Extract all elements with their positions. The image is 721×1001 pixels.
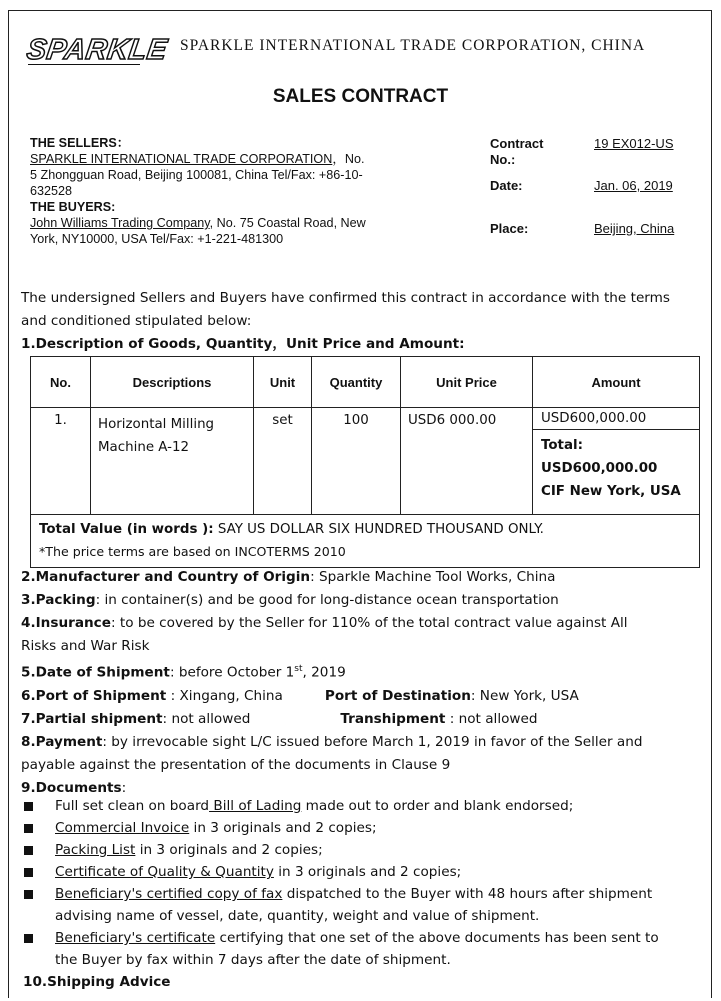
total-block — [533, 430, 699, 507]
clause-5-year: , 2019 — [302, 664, 346, 681]
doc-name: Beneficiary's certificate — [55, 930, 216, 946]
clause-4-cont: Risks and War Risk — [21, 638, 150, 654]
list-item — [21, 817, 701, 839]
total-words-cell — [31, 515, 700, 568]
list-item — [21, 927, 701, 971]
doc-line2: the Buyer by fax within 7 days after the date of shipment. — [55, 952, 451, 968]
bullet-icon — [24, 802, 33, 811]
clause-2 — [21, 566, 701, 589]
doc-post: dispatched to the Buyer with 48 hours after shipment — [282, 886, 653, 902]
doc-name: Bill of Lading — [209, 798, 302, 814]
total-words-line — [39, 519, 691, 541]
col-quantity: Quantity — [312, 357, 401, 408]
date-label: Date: — [490, 178, 523, 193]
document-title: SALES CONTRACT — [272, 86, 449, 107]
place-label: Place: — [490, 221, 529, 236]
total-words-value: SAY US DOLLAR SIX HUNDRED THOUSAND ONLY. — [213, 522, 544, 537]
clause-2-text: : Sparkle Machine Tool Works, China — [310, 569, 556, 585]
goods-table — [30, 356, 700, 568]
clause-6b-label: Port of Destination — [324, 687, 471, 704]
doc-name: Commercial Invoice — [55, 820, 190, 836]
list-item — [21, 861, 701, 883]
bullet-icon — [24, 934, 33, 943]
col-unit: Unit — [254, 357, 312, 408]
total-amount: USD600,000.00 — [541, 461, 658, 476]
row-no: 1. — [31, 408, 91, 515]
clause-8-label: 8.Payment — [21, 733, 103, 750]
sellers-address: 5 Zhongguan Road, Beijing 100081, China Tel/Fax: +86-10- — [30, 168, 363, 182]
clause-7 — [21, 708, 701, 731]
sellers-address-2: 632528 — [30, 184, 73, 198]
sellers-label: THE SELLERS： — [30, 136, 130, 150]
price-terms-note: *The price terms are based on INCOTERMS 2010 — [39, 544, 346, 559]
list-item — [21, 883, 701, 927]
clause-5-text: : before October 1 — [169, 664, 295, 681]
clause-5-label: 5.Date of Shipment — [21, 664, 170, 681]
list-item — [21, 839, 701, 861]
contract-no-label-2: No.: — [490, 152, 516, 167]
row-unit: set — [254, 408, 312, 515]
total-label: Total: — [541, 438, 583, 453]
col-unit-price: Unit Price — [401, 357, 533, 408]
total-terms: CIF New York, USA — [541, 484, 681, 499]
section-10-title: 10.Shipping Advice — [23, 974, 171, 990]
clause-8-text: : by irrevocable sight L/C issued before March 1, 2019 in favor of the Seller and — [102, 733, 643, 750]
clause-8 — [21, 731, 701, 754]
clause-9-label: 9.Documents — [21, 779, 122, 796]
date-value: Jan. 06, 2019 — [594, 178, 673, 193]
intro-line-2: and conditioned stipulated below: — [21, 313, 252, 329]
total-words-label: Total Value (in words ): — [39, 522, 214, 537]
sellers-name-line — [30, 151, 430, 167]
clause-4-text: : to be covered by the Seller for 110% of the total contract value against All — [110, 615, 628, 631]
place-value: Beijing, China — [594, 221, 675, 236]
col-no: No. — [31, 357, 91, 408]
doc-name: Certificate of Quality & Quantity — [55, 864, 274, 880]
sellers-name-suffix: ，No. — [332, 152, 365, 166]
row-amount-cell — [533, 408, 700, 515]
contract-no-label: Contract — [490, 136, 544, 151]
buyers-address-2: York, NY10000, USA Tel/Fax: +1-221-481300 — [30, 232, 284, 246]
row-description — [91, 408, 254, 515]
doc-name: Packing List — [55, 842, 136, 858]
clause-5-sup: st — [294, 664, 303, 674]
bullet-icon — [24, 824, 33, 833]
doc-post: in 3 originals and 2 copies; — [273, 864, 462, 880]
clause-8-cont: payable against the presentation of the documents in Clause 9 — [21, 756, 451, 773]
buyers-address: , No. 75 Coastal Road, New — [209, 216, 366, 230]
goods-table-header — [31, 357, 700, 408]
table-row — [31, 408, 700, 515]
intro-paragraph — [21, 287, 670, 356]
buyers-name: John Williams Trading Company — [30, 216, 210, 230]
clause-4-label: 4.Insurance — [21, 615, 111, 631]
row-description-2: Machine A-12 — [98, 440, 190, 455]
doc-line2: advising name of vessel, date, quantity, weight and value of shipment. — [55, 908, 540, 924]
clauses-block — [21, 566, 701, 800]
col-amount: Amount — [533, 357, 700, 408]
clause-2-label: 2.Manufacturer and Country of Origin — [21, 569, 311, 585]
clause-6-text: : Xingang, China — [166, 687, 283, 704]
clause-7-label: 7.Partial shipment — [21, 710, 163, 727]
row-amount: USD600,000.00 — [533, 408, 699, 430]
doc-post: in 3 originals and 2 copies; — [189, 820, 377, 836]
clause-6-label: 6.Port of Shipment — [21, 687, 167, 704]
bullet-icon — [24, 868, 33, 877]
corporation-header: SPARKLE INTERNATIONAL TRADE CORPORATION, CHINA — [180, 37, 646, 54]
total-words-row — [31, 515, 700, 568]
row-unit-price: USD6 000.00 — [401, 408, 533, 515]
clause-4 — [21, 612, 701, 635]
documents-list — [21, 795, 701, 993]
logo-underline — [28, 64, 140, 67]
parties-block — [30, 135, 430, 247]
doc-pre: Full set clean on board — [55, 798, 210, 814]
section-1-title: 1.Description of Goods, Quantity，Unit Price and Amount: — [21, 336, 465, 352]
clause-7-text: : not allowed — [162, 710, 251, 727]
row-quantity: 100 — [312, 408, 401, 515]
contract-no-value: 19 EX012-US — [594, 136, 674, 151]
sellers-name: SPARKLE INTERNATIONAL TRADE CORPORATION — [30, 152, 333, 166]
clause-3-text: : in container(s) and be good for long-distance ocean transportation — [95, 592, 559, 608]
clause-9-text: : — [121, 779, 127, 796]
clause-6 — [21, 685, 701, 708]
clause-3 — [21, 589, 701, 612]
doc-post: in 3 originals and 2 copies; — [135, 842, 323, 858]
sparkle-logo: SPARKLE — [24, 34, 170, 66]
doc-post: certifying that one set of the above documents has been sent to — [215, 930, 659, 946]
clause-3-label: 3.Packing — [21, 592, 96, 608]
doc-post: made out to order and blank endorsed; — [301, 798, 574, 814]
intro-line-1: The undersigned Sellers and Buyers have confirmed this contract in accordance with the terms — [21, 290, 670, 306]
buyers-label: THE BUYERS: — [30, 200, 116, 214]
clause-6b-text: : New York, USA — [470, 687, 579, 704]
bullet-icon — [24, 846, 33, 855]
col-descriptions: Descriptions — [91, 357, 254, 408]
clause-7b-text: : not allowed — [445, 710, 538, 727]
list-item — [21, 795, 701, 817]
clause-5 — [21, 658, 701, 685]
doc-name: Beneficiary's certified copy of fax — [55, 886, 283, 902]
clause-7b-label: Transhipment — [340, 710, 446, 727]
bullet-icon — [24, 890, 33, 899]
buyers-name-line — [30, 215, 430, 231]
row-description-1: Horizontal Milling — [98, 417, 215, 432]
